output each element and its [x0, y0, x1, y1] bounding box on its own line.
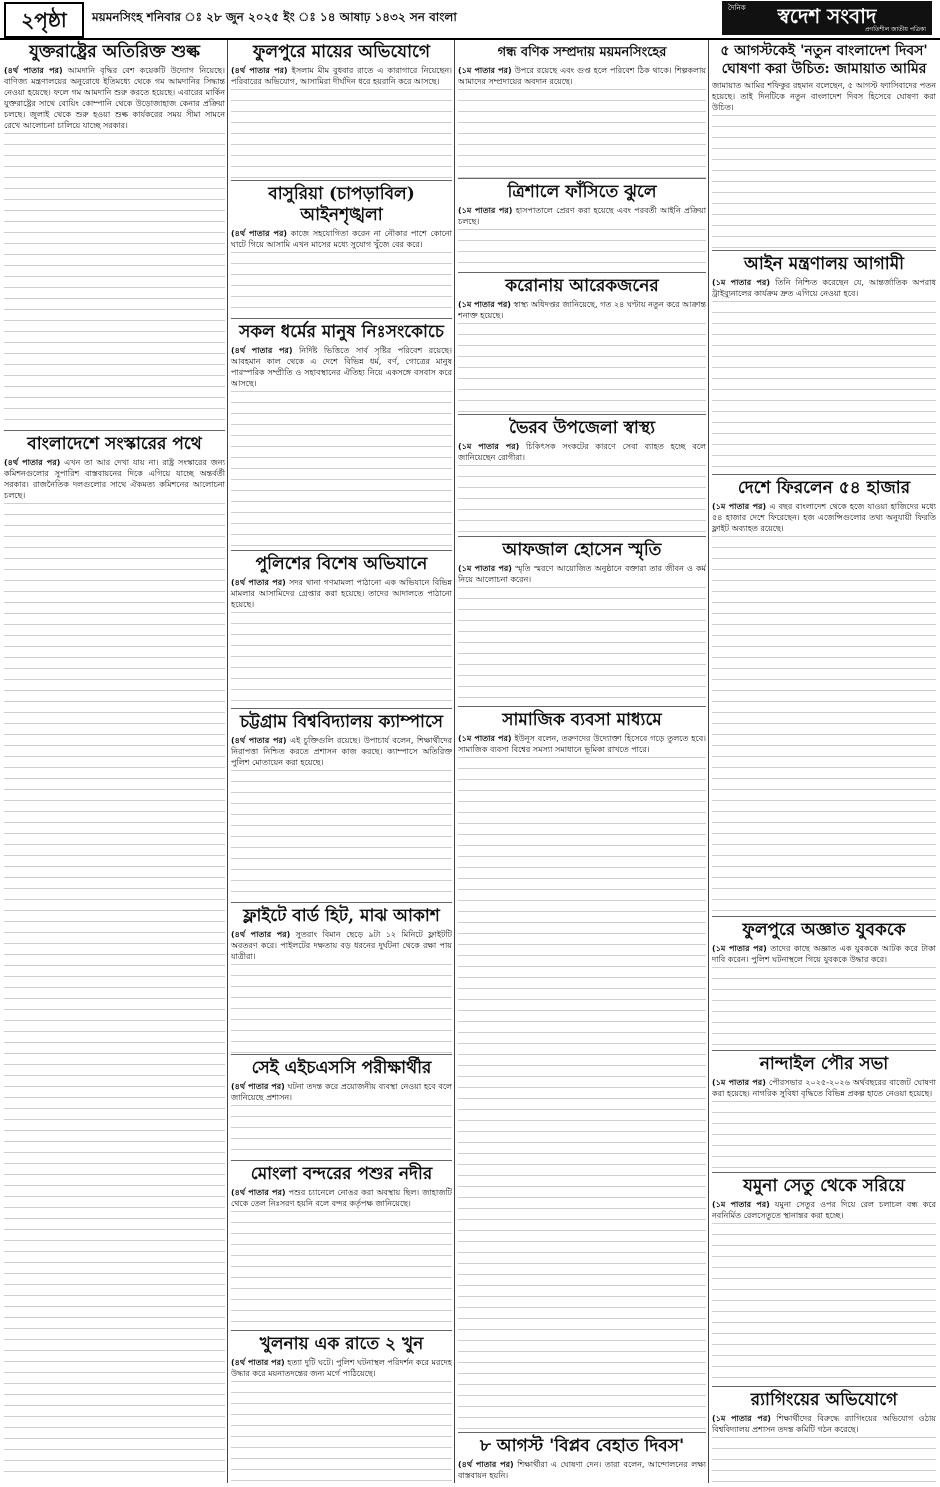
story-law-ministry — [712, 252, 936, 475]
headline: আইন মন্ত্রণালয় আগামী — [744, 254, 904, 274]
headline: ৮ আগস্ট 'বিপ্লব বেহাত দিবস' — [479, 1436, 685, 1456]
story-text: ইসলাম মীম বুধবার রাতে এ কারাগারে নিয়েছেন। পরিবারের অভিযোগ, আসামিরা দীর্ঘদিন ধরে হয়রানি করে আসছে। — [231, 66, 452, 86]
story-text: ঘটনা তদন্ত করে প্রয়োজনীয় ব্যবস্থা নেওয়া হবে বলে জানিয়েছে প্রশাসন। — [231, 1082, 452, 1102]
headline: যুক্তরাষ্ট্রের অতিরিক্ত শুল্ক — [29, 42, 200, 62]
story-corona — [458, 274, 706, 415]
story-lead: (১ম পাতার পর) — [458, 300, 511, 309]
story-text: যমুনা সেতুর ওপর দিয়ে রেল চলাচল বন্ধ করে নবনির্মিত রেলসেতুতে স্থানান্তর করা হচ্ছে। — [712, 1200, 936, 1220]
headline: যমুনা সেতু থেকে সরিয়ে — [743, 1176, 905, 1196]
story-body — [231, 65, 452, 181]
story-text: শিক্ষার্থীদের বিরুদ্ধে র‍্যাগিংয়ের অভিযোগ ওঠায় বিশ্ববিদ্যালয় প্রশাসন তদন্ত কমিটি গঠন করেছে। — [712, 1414, 936, 1434]
story-text: ইউনূস বলেন, তরুণদের উদ্যোক্তা হিসেবে গড়ে তুলতে হবে। সামাজিক ব্যবসা বিশ্বের সমস্যা সমাধানে ভূমিকা রাখতে পারে। — [458, 734, 706, 754]
headline: করোনায় আরেকজনের — [505, 276, 659, 296]
page-number: ২পৃষ্ঠা — [4, 2, 84, 38]
story-reform — [4, 432, 225, 1482]
story-body — [458, 65, 706, 179]
column-divider — [454, 40, 455, 1483]
headline: ত্রিশালে ফাঁসিতে ঝুলে — [507, 182, 657, 202]
story-lead: (৪র্থ পাতার পর) — [231, 1358, 285, 1367]
story-text: চিকিৎসক সংকটের কারণে সেবা ব্যাহত হচ্ছে বলে জানিয়েছেন রোগীরা। — [458, 442, 706, 462]
story-text: সুতরাং বিমান ছেড়ে ৯টা ১২ মিনিটে ফ্লাইটটি অবতরণ করে। পাইলটের দক্ষতায় বড় ধরনের দুর্ঘটনা থেকে রক্ষা পায় যাত্রীরা। — [231, 930, 452, 961]
story-body — [712, 501, 936, 917]
story-body — [231, 1187, 452, 1331]
story-text: জামায়াত আমির শফিকুর রহমান বলেছেন, ৫ আগস্ট ফ্যাসিবাদের পতন হয়েছে। তাই দিনটিকে নতুন বাংলাদেশ দিবস হিসেবে ঘোষণা করা উচিত। — [712, 81, 936, 112]
story-lead: (১ম পাতার পর) — [458, 206, 513, 215]
headline: বাসুরিয়া (চাপড়াবিল) আইনশৃঙ্খলা — [268, 184, 415, 225]
story-bird-hit — [231, 904, 452, 1055]
story-lead: (৪র্থ পাতার পর) — [4, 458, 61, 467]
headline: গন্ধ বণিক সম্প্রদায় ময়মনসিংহের — [497, 45, 667, 60]
story-body — [231, 345, 452, 551]
story-body — [458, 441, 706, 537]
story-text: পৌরসভার ২০২৫-২০২৬ অর্থবছরের বাজেট ঘোষণা করা হয়েছে। নাগরিক সুবিধা বৃদ্ধিতে বিভিন্ন প্রকল্প হাতে নেওয়া হয়েছে। — [712, 1078, 936, 1098]
column-3 — [458, 40, 706, 1483]
story-body — [712, 1199, 936, 1387]
story-body — [231, 929, 452, 1055]
story-text: এখন তা আর দেখা যায় না। রাষ্ট্র সংস্কারের জন্য কমিশনগুলোর সুপারিশ বাস্তবায়নের দিকে এগিয়ে যাচ্ছে অন্তর্বর্তী সরকার। রাজনৈতিক দলগুলোর সাথে ঐকমত্য কমিশনের আলোচনা চলছে। — [4, 458, 225, 500]
story-phulpur-mother — [231, 40, 452, 181]
story-text: সদর থানা গণমামলা পাঠানো এক অভিযানে বিভিন্ন মামলার আসামিদের গ্রেপ্তার করা হয়েছে। তাদের আদালতে পাঠানো হয়েছে। — [231, 578, 452, 609]
masthead-logo — [722, 1, 932, 35]
headline: র‍্যাগিংয়ের অভিযোগে — [750, 1390, 898, 1410]
column-divider — [227, 40, 228, 1483]
story-jamaat-amir — [712, 40, 936, 251]
story-biplob-day — [458, 1434, 706, 1482]
story-nandail — [712, 1052, 936, 1173]
story-lead: (১ম পাতার পর) — [712, 502, 767, 511]
story-ctg-university — [231, 710, 452, 903]
story-body — [231, 1357, 452, 1482]
story-text: এই চুক্তিগুলি রয়েছে। উপাচার্য বলেন, শিক্ষার্থীদের নিরাপত্তা নিশ্চিত করতে প্রশাসন কাজ করছে। ক্যাম্পাসে অতিরিক্ত পুলিশ মোতায়েন করা হয়েছে। — [231, 736, 452, 767]
story-lead: (১ম পাতার পর) — [458, 734, 512, 743]
column-divider — [708, 40, 709, 1483]
story-text: আমদানি বৃদ্ধির বেশ কয়েকটি উদ্যোগ নিয়েছে। বাণিজ্য মন্ত্রণালয়ের অনুরোধে ইতিমধ্যে থেকে গম আমদানির সিদ্ধান্ত নেওয়া হয়েছে। ফলে গম আমদানি শুরু করতে হয়েছে। এবারের মার্কিন যুক্তরাষ্ট্রের সাথে বোয়িং কোম্পানি থেকে উড়োজাহাজ কেনার প্রক্রিয়া চলছে। জুলাই থেকে শুরু হওয়া শুল্ক কার্যকরের সময় সীমা সামনে রেখে আলোচনা চালিয়ে যাচ্ছে সরকার। — [4, 66, 225, 130]
story-text: কাজে সহযোগিতা করেন না নৌকার পাশে কোনো ঘাটে গিয়ে আসামি এখন মাসের মধ্যে সুযোগ খুঁজে বের করে। — [231, 229, 452, 249]
story-text: স্বাস্থ্য অধিদপ্তর জানিয়েছে, গত ২৪ ঘণ্টায় নতুন করে আক্রান্ত শনাক্ত হয়েছে। — [458, 300, 706, 320]
story-gandhabanik — [458, 40, 706, 179]
story-lead: (৪র্থ পাতার পর) — [231, 1082, 285, 1091]
column-4 — [712, 40, 936, 1483]
story-lead: (১ম পাতার পর) — [458, 564, 512, 573]
story-khulna-murder — [231, 1332, 452, 1482]
headline: সকল ধর্মের মানুষ নিঃসংকোচে — [239, 322, 444, 342]
story-text: শিক্ষার্থীরা এ ঘোষণা দেন। তারা বলেন, আন্দোলনের লক্ষ্য বাস্তবায়ন হয়নি। — [458, 1460, 706, 1480]
story-body — [458, 299, 706, 415]
story-body — [4, 65, 225, 431]
story-body — [712, 1413, 936, 1482]
story-body — [231, 577, 452, 709]
story-police-drive — [231, 552, 452, 709]
story-social-business — [458, 708, 706, 1433]
story-afzal-hossain — [458, 538, 706, 707]
headline: সামাজিক ব্যবসা মাধ্যমে — [502, 710, 662, 730]
story-lead: (১ম পাতার পর) — [458, 442, 520, 451]
story-body — [458, 1459, 706, 1482]
story-hsc-examinee — [231, 1056, 452, 1161]
story-lead: (৪র্থ পাতার পর) — [231, 578, 286, 587]
headline: বাংলাদেশে সংস্কারের পথে — [27, 434, 202, 454]
story-body — [712, 80, 936, 251]
story-text: হাসপাতালে প্রেরণ করা হয়েছে এবং পরবর্তী আইনি প্রক্রিয়া চলছে। — [458, 206, 706, 226]
story-body — [458, 205, 706, 273]
headline: ফ্লাইটে বার্ড হিট, মাঝ আকাশ — [243, 906, 440, 926]
column-2 — [231, 40, 452, 1483]
story-text: তিনি নিশ্চিত করেছেন যে, আন্তর্জাতিক অপরাধ ট্রাইব্যুনালের কার্যক্রম দ্রুত এগিয়ে নেওয়া হবে। — [712, 278, 936, 298]
story-body — [712, 1077, 936, 1173]
story-lead: (৪র্থ পাতার পর) — [231, 229, 287, 238]
story-body — [458, 733, 706, 1433]
story-text: স্মৃতি স্মরণে আয়োজিত অনুষ্ঠানে বক্তারা তার জীবন ও কর্ম নিয়ে আলোচনা করেন। — [458, 564, 706, 584]
headline: চট্টগ্রাম বিশ্ববিদ্যালয় ক্যাম্পাসে — [239, 712, 444, 732]
story-body — [231, 735, 452, 903]
story-lead: (১ম পাতার পর) — [712, 944, 767, 953]
headline: আফজাল হোসেন স্মৃতি — [502, 540, 662, 560]
story-bhairab-health — [458, 416, 706, 537]
headline: মোংলা বন্দরের পশুর নদীর — [250, 1164, 433, 1184]
story-lead: (৪র্থ পাতার পর) — [231, 736, 287, 745]
story-lead: (৪র্থ পাতার পর) — [4, 66, 63, 75]
story-body — [712, 277, 936, 475]
story-lead: (৪র্থ পাতার পর) — [231, 66, 288, 75]
headline: নান্দাইল পৌর সভা — [759, 1054, 889, 1074]
story-all-religions — [231, 320, 452, 551]
story-text: পশুর চ্যানেলে নোঙর করা অবস্থায় ছিল। জাহাজটি থেকে তেল নিঃসরণ হয়নি বলে বন্দর কর্তৃপক্ষ জানিয়েছে। — [231, 1188, 452, 1208]
story-body — [231, 1081, 452, 1161]
masthead-small: দৈনিক — [728, 4, 746, 12]
story-lead: (১ম পাতার পর) — [712, 1078, 766, 1087]
headline: ফুলপুরে মায়ের অভিযোগে — [253, 42, 430, 62]
story-body — [4, 457, 225, 1482]
story-body — [458, 563, 706, 707]
story-text: তাদের কাছে অজ্ঞাত এক যুবককে আটক করে টাকা দাবি করেন। পুলিশ ঘটনাস্থলে গিয়ে যুবককে উদ্ধার করে। — [712, 944, 936, 964]
story-lead: (১ম পাতার পর) — [712, 1200, 770, 1209]
story-lead: (৪র্থ পাতার পর) — [458, 1460, 514, 1469]
story-us-tariff — [4, 40, 225, 431]
story-body — [712, 943, 936, 1051]
headline: দেশে ফিরলেন ৫৪ হাজার — [737, 478, 911, 498]
story-basuria — [231, 182, 452, 319]
story-phulpur-youth — [712, 918, 936, 1051]
story-lead: (১ম পাতার পর) — [458, 66, 512, 75]
story-lead: (৪র্থ পাতার পর) — [231, 1188, 286, 1197]
story-trishal — [458, 180, 706, 273]
masthead-tagline: প্রগতিশীল জাতীয় পত্রিকা — [864, 26, 926, 33]
story-ragging — [712, 1388, 936, 1482]
story-hajj-return — [712, 476, 936, 917]
story-body — [231, 228, 452, 319]
headline: সেই এইচএসসি পরীক্ষার্থীর — [251, 1058, 432, 1078]
story-text: এ বছর বাংলাদেশ থেকে হজে যাওয়া হাজিদের মধ্যে ৫৪ হাজার দেশে ফিরেছেন। হজ এজেন্সিগুলোর তথ্য অনুযায়ী ফিরতি ফ্লাইট অব্যাহত রয়েছে। — [712, 502, 936, 533]
headline: খুলনায় এক রাতে ২ খুন — [259, 1334, 424, 1354]
headline: পুলিশের বিশেষ অভিযানে — [255, 554, 428, 574]
headline: ফুলপুরে অজ্ঞাত যুবককে — [742, 920, 906, 940]
story-lead: (৪র্থ পাতার পর) — [231, 346, 293, 355]
story-text: নির্দিষ্ট ভিত্তিতে সার্ব সৃষ্টির পরিবেশ রয়েছে। আবহমান কাল থেকে এ দেশে বিভিন্ন ধর্ম, বর্ণ, গোত্রের মানুষ পারস্পরিক সম্প্রীতি ও সহাবস্থানের ঐতিহ্য নিয়ে একসঙ্গে বসবাস করে আসছে। — [231, 346, 452, 388]
column-1 — [4, 40, 225, 1483]
story-lead: (৪র্থ পাতার পর) — [231, 930, 291, 939]
page-header — [0, 0, 940, 40]
headline: ভৈরব উপজেলা স্বাস্থ্য — [508, 418, 656, 438]
story-text: উপরে রয়েছে এবং গুপ্ত হলে পরিবেশ ঠিক থাকে। শিল্পকলায় আমাদের সম্প্রদায়ের অবদান রয়েছে। — [458, 66, 706, 86]
story-text: হত্যা দুটি ঘটে। পুলিশ ঘটনাস্থল পরিদর্শন করে মরদেহ উদ্ধার করে ময়নাতদন্তের জন্য মর্গে পাঠিয়েছে। — [231, 1358, 452, 1378]
story-mongla-port — [231, 1162, 452, 1331]
story-lead: (১ম পাতার পর) — [712, 278, 770, 287]
story-jamuna-bridge — [712, 1174, 936, 1387]
masthead-name: স্বদেশ সংবাদ — [777, 4, 877, 28]
date-line: ময়মনসিংহ শনিবার ঃ ২৮ জুন ২০২৫ ইং ঃ ১৪ আষাঢ় ১৪৩২ সন বাংলা — [92, 10, 457, 24]
story-lead: (১ম পাতার পর) — [712, 1414, 771, 1423]
headline: ৫ আগস্টকেই 'নতুন বাংলাদেশ দিবস' ঘোষণা করা উচিত: জামায়াত আমির — [720, 43, 928, 77]
